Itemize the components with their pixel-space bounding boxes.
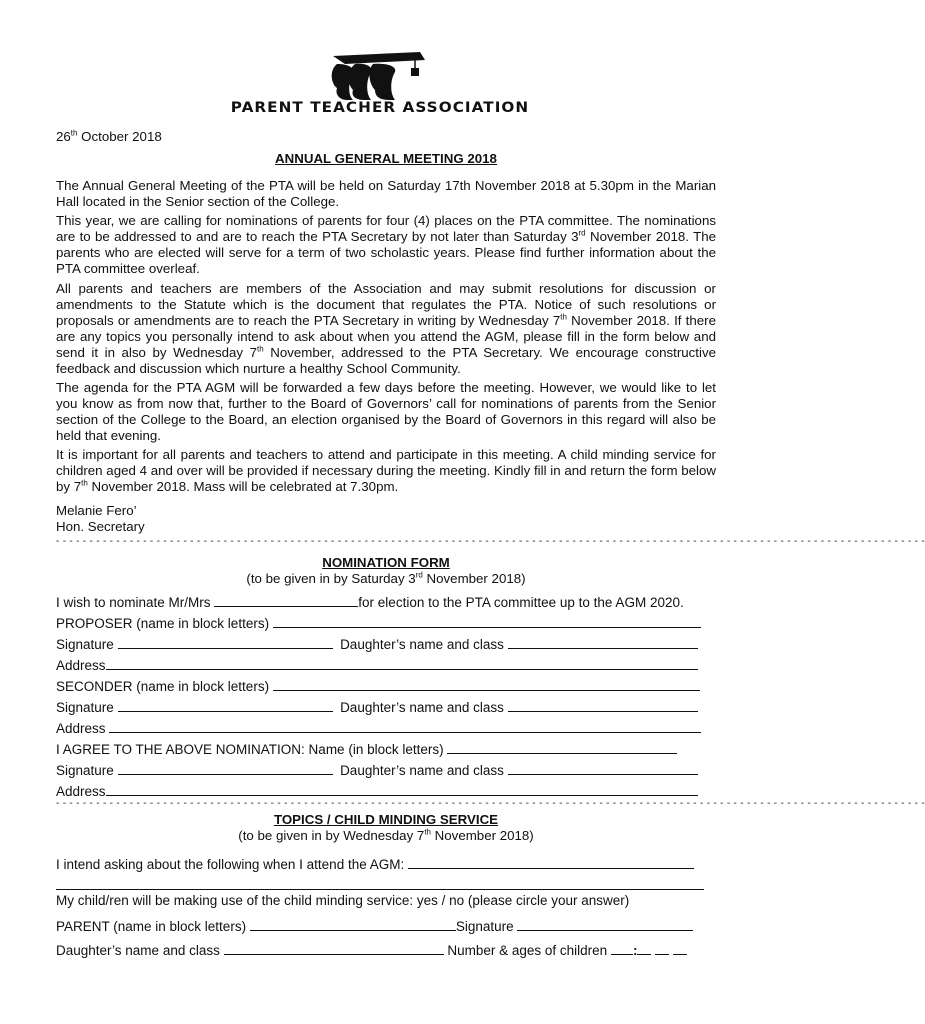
proposer-signature-field[interactable] bbox=[118, 635, 333, 649]
graduation-cap-faces-logo-icon bbox=[325, 50, 435, 102]
agree-signature-field[interactable] bbox=[118, 761, 333, 775]
children-number-field[interactable] bbox=[611, 941, 633, 955]
child-age-field-1[interactable] bbox=[637, 941, 651, 955]
page-title: ANNUAL GENERAL MEETING 2018 bbox=[275, 151, 497, 166]
topics-field[interactable] bbox=[408, 855, 694, 869]
paragraph-agenda: The agenda for the PTA AGM will be forwarded a few days before the meeting. However, we would like to let you know as from now that, further to the Board of Governors’ call for nominations of parents from the Senior section of the College to the Board, an election organised by the Board of Governors in this regard will also be held that evening. bbox=[56, 380, 716, 443]
agree-name-field[interactable] bbox=[447, 740, 677, 754]
seconder-daughter-field[interactable] bbox=[508, 698, 698, 712]
nominee-name-field[interactable] bbox=[214, 593, 358, 607]
agree-daughter-field[interactable] bbox=[508, 761, 698, 775]
child-age-field-3[interactable] bbox=[673, 941, 687, 955]
proposer-address-row: Address bbox=[56, 656, 716, 673]
childcare-row: My child/ren will be making use of the child minding service: yes / no (please circle your answer) bbox=[56, 893, 630, 908]
topics-row-2 bbox=[56, 876, 716, 893]
proposer-name-field[interactable] bbox=[273, 614, 701, 628]
paragraph-meeting-info: The Annual General Meeting of the PTA will be held on Saturday 17th November 2018 at 5.30pm in the Marian Hall located in the Senior section of the College. bbox=[56, 178, 716, 209]
agree-row: I AGREE TO THE ABOVE NOMINATION: Name (in block letters) bbox=[56, 740, 716, 757]
topics-row: I intend asking about the following when I attend the AGM: bbox=[56, 855, 716, 872]
nominee-row: I wish to nominate Mr/Mrs for election to the PTA committee up to the AGM 2020. bbox=[56, 595, 684, 610]
proposer-address-field[interactable] bbox=[106, 656, 698, 670]
paragraph-nominations: This year, we are calling for nominations of parents for four (4) places on the PTA committee. The nominations are to be addressed to and are to reach the PTA Secretary by not later than Saturday 3rd November 2018. The parents who are elected will serve for a term of two scholastic years. Please find further information about the PTA committee overleaf. bbox=[56, 213, 716, 276]
seconder-row: SECONDER (name in block letters) bbox=[56, 677, 716, 694]
pta-logo bbox=[225, 50, 535, 120]
parent-row: PARENT (name in block letters) Signature bbox=[56, 917, 716, 934]
agree-address-row: Address bbox=[56, 782, 716, 799]
parent-signature-field[interactable] bbox=[517, 917, 693, 931]
child-age-field-2[interactable] bbox=[655, 941, 669, 955]
cut-line: - - - - - - - - - - - - - - - - - - - - - - - - - - - - - - - - - - - - - - - - - - - - - - - - - - - - - - - - - - - - - - - - - - - - - - - - - - - - - - - - - - - - - - - - - - - - - - - - - - - - - - - - - - - - - - - - - - - - - - - - - - - - - - - - - - bbox=[56, 536, 925, 547]
children-row: Daughter’s name and class Number & ages of children : bbox=[56, 941, 716, 958]
proposer-row: PROPOSER (name in block letters) bbox=[56, 614, 716, 631]
seconder-signature-field[interactable] bbox=[118, 698, 333, 712]
topics-title: TOPICS / CHILD MINDING SERVICE bbox=[273, 812, 499, 827]
proposer-signature-row: Signature Daughter’s name and class bbox=[56, 635, 716, 652]
seconder-address-field[interactable] bbox=[109, 719, 701, 733]
topics-field-2[interactable] bbox=[56, 876, 704, 890]
letter-date: 26th October 2018 bbox=[56, 128, 162, 144]
paragraph-attendance: It is important for all parents and teachers to attend and participate in this meeting. A child minding service for children aged 4 and over will be provided if necessary during the meeting. Kindly fill in and return the form below by 7th November 2018. Mass will be celebrated at 7.30pm. bbox=[56, 447, 716, 494]
signoff-name: Melanie Fero’ bbox=[56, 503, 137, 518]
paragraph-resolutions: All parents and teachers are members of the Association and may submit resolutions for discussion or amendments to the Statute which is the document that regulates the PTA. Notice of such resolutions or proposals or amendments are to reach the PTA Secretary in writing by Wednesday 7th November 2018. If there are any topics you personally intend to ask about when you attend the AGM, please fill in the form below and send it in also by Wednesday 7th November, addressed to the PTA Secretary. We encourage constructive feedback and discussion which nurture a healthy School Community. bbox=[56, 281, 716, 376]
seconder-name-field[interactable] bbox=[273, 677, 700, 691]
proposer-daughter-field[interactable] bbox=[508, 635, 698, 649]
cut-line: - - - - - - - - - - - - - - - - - - - - - - - - - - - - - - - - - - - - - - - - - - - - - - - - - - - - - - - - - - - - - - - - - - - - - - - - - - - - - - - - - - - - - - - - - - - - - - - - - - - - - - - - - - - - - - - - - - - - - - - - - - - - - - - - - - bbox=[56, 798, 925, 809]
seconder-signature-row: Signature Daughter’s name and class bbox=[56, 698, 716, 715]
nomination-form-deadline: (to be given in by Saturday 3rd November 2018) bbox=[246, 570, 526, 586]
agree-signature-row: Signature Daughter’s name and class bbox=[56, 761, 716, 778]
signoff-title: Hon. Secretary bbox=[56, 519, 145, 534]
agree-address-field[interactable] bbox=[106, 782, 698, 796]
topics-deadline: (to be given in by Wednesday 7th November 2018) bbox=[238, 827, 534, 843]
seconder-address-row: Address bbox=[56, 719, 716, 736]
nomination-form-title: NOMINATION FORM bbox=[322, 555, 450, 570]
children-daughter-field[interactable] bbox=[224, 941, 444, 955]
parent-name-field[interactable] bbox=[250, 917, 456, 931]
logo-text: PARENT TEACHER ASSOCIATION bbox=[230, 100, 530, 116]
